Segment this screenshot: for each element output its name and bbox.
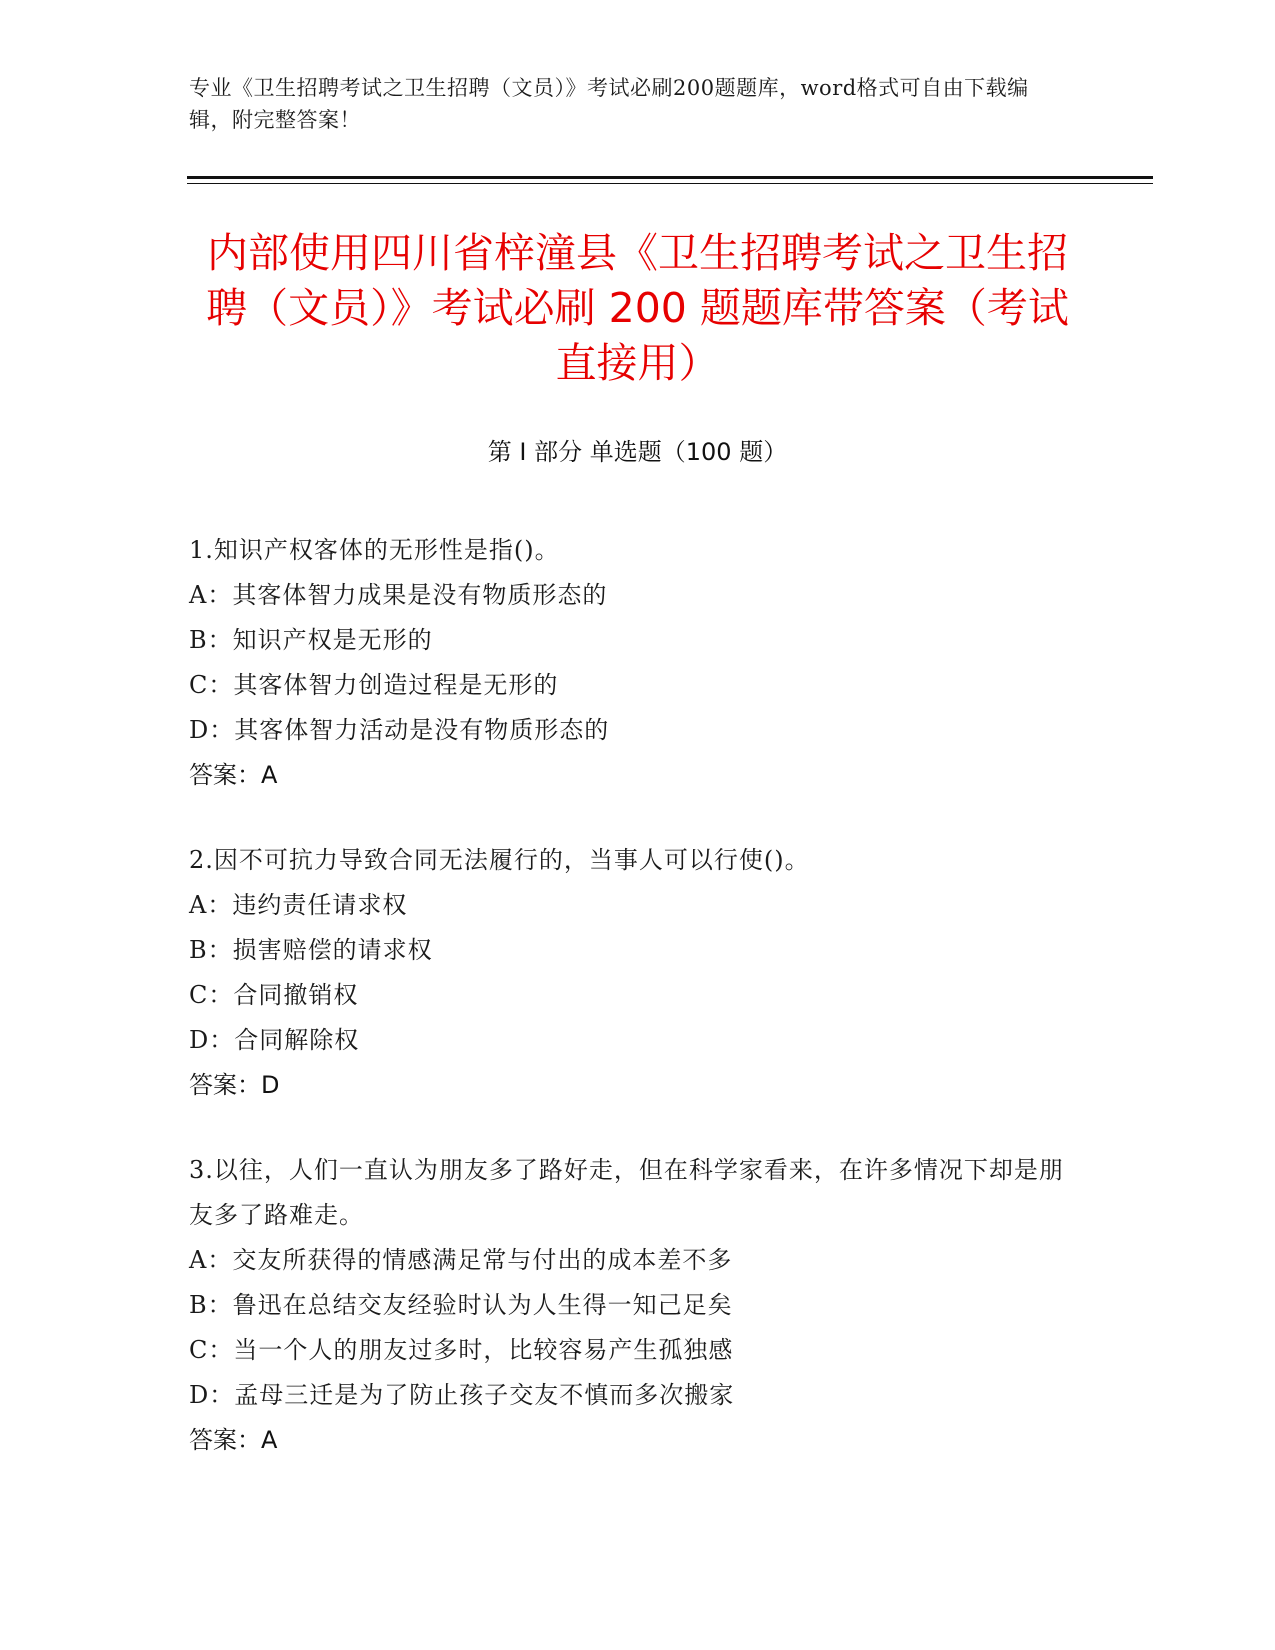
answer: 答案：D [189,1071,280,1099]
question-text: 3.以往，人们一直认为朋友多了路好走，但在科学家看来，在许多情况下却是朋友多了路难走。 [189,1156,1064,1229]
document-title: 内部使用四川省梓潼县《卫生招聘考试之卫生招聘（文员）》考试必刷 200 题题库带答案（考试直接用） [206,229,1069,387]
question-1 [189,528,1079,798]
option-c: C：其客体智力创造过程是无形的 [189,671,559,699]
question-2 [189,838,1079,1108]
option-c: C：合同撤销权 [189,981,359,1009]
question-text: 1.知识产权客体的无形性是指()。 [189,536,560,564]
answer: 答案：A [189,1426,278,1454]
option-b: B：损害赔偿的请求权 [189,936,433,964]
option-d: D：孟母三迁是为了防止孩子交友不慎而多次搬家 [189,1381,735,1409]
option-a: A：交友所获得的情感满足常与付出的成本差不多 [189,1246,733,1274]
section-heading: 第 I 部分 单选题（100 题） [487,438,788,466]
header-rule-thin [187,183,1153,184]
option-d: D：合同解除权 [189,1026,360,1054]
option-b: B：鲁迅在总结交友经验时认为人生得一知己足矣 [189,1291,733,1319]
answer: 答案：A [189,761,278,789]
option-b: B：知识产权是无形的 [189,626,433,654]
question-text: 2.因不可抗力导致合同无法履行的，当事人可以行使()。 [189,846,810,874]
option-c: C：当一个人的朋友过多时，比较容易产生孤独感 [189,1336,734,1364]
option-d: D：其客体智力活动是没有物质形态的 [189,716,610,744]
option-a: A：其客体智力成果是没有物质形态的 [189,581,608,609]
header-note: 专业《卫生招聘考试之卫生招聘（文员）》考试必刷200题题库，word格式可自由下载编辑，附完整答案！ [189,76,1029,132]
question-3 [189,1148,1079,1463]
header-rule-thick [187,176,1153,179]
option-a: A：违约责任请求权 [189,891,408,919]
question-list [189,528,1079,1503]
